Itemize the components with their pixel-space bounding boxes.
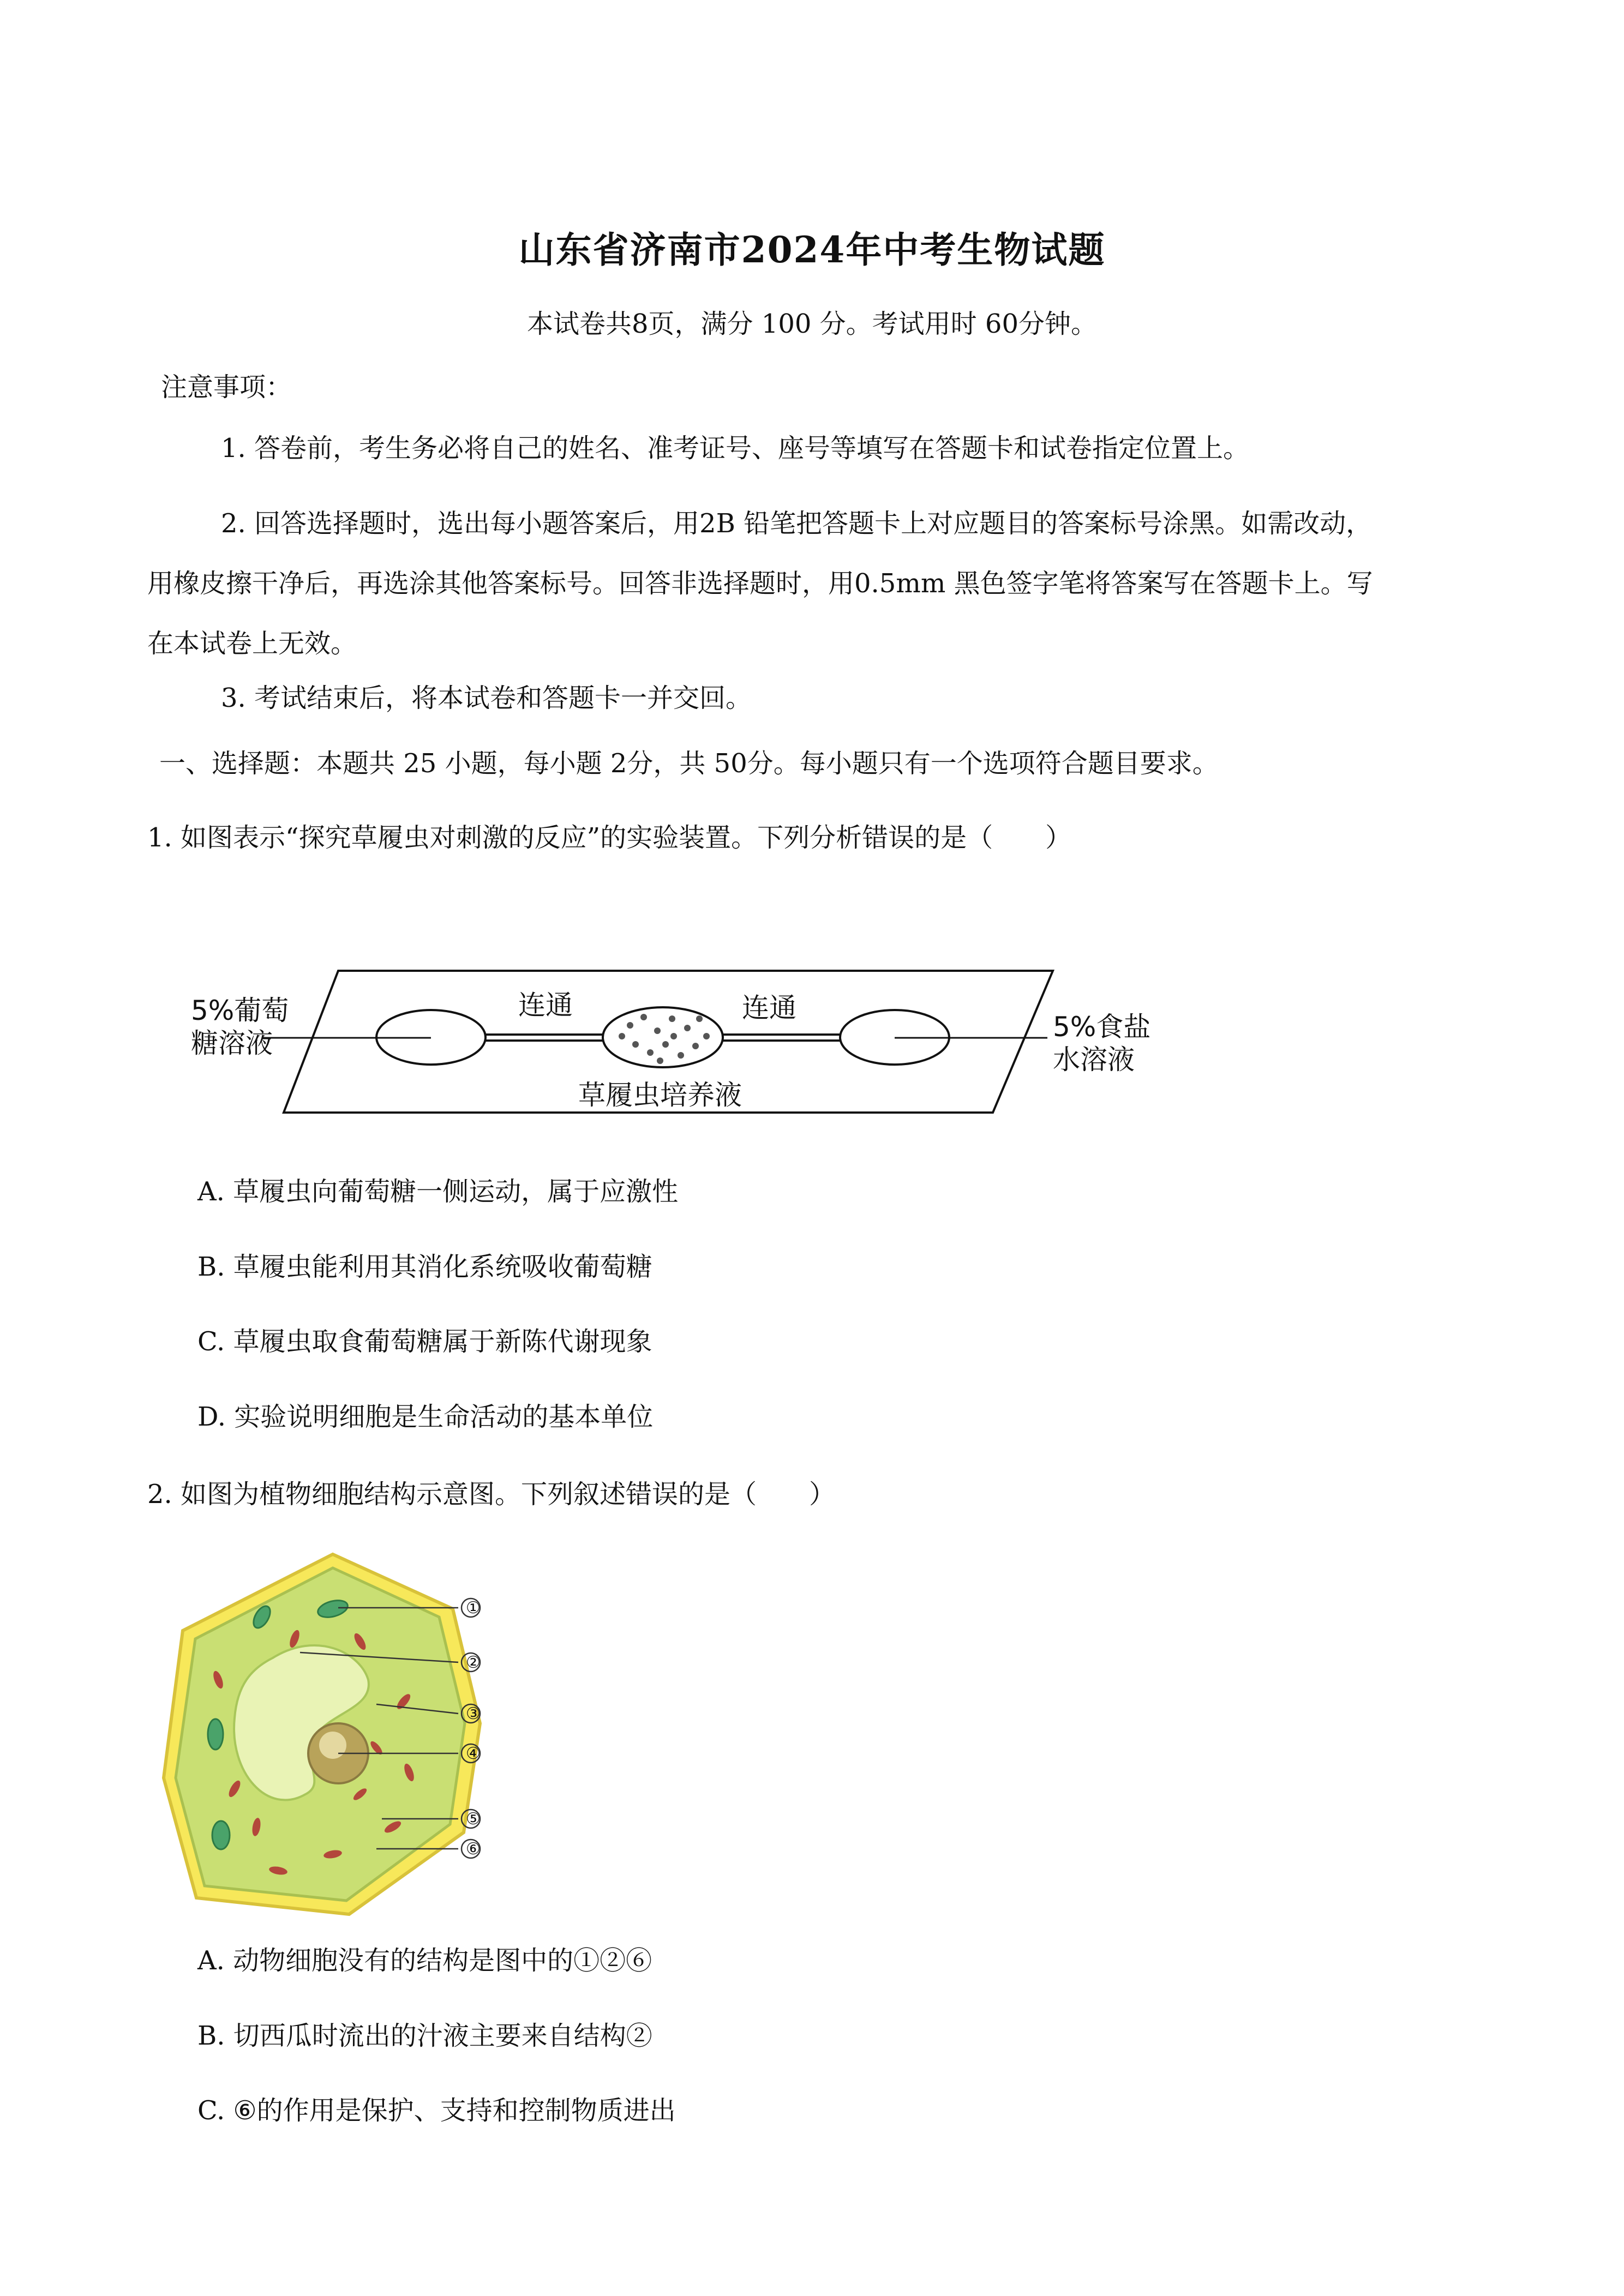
question-1-option-b: B. 草履虫能利用其消化系统吸收葡萄糖: [197, 1252, 652, 1282]
question-1-option-d: D. 实验说明细胞是生命活动的基本单位: [197, 1402, 654, 1432]
label-6: ⑥: [466, 1840, 481, 1859]
left-label-line-2: 糖溶液: [191, 1027, 273, 1059]
question-2-option-b: B. 切西瓜时流出的汁液主要来自结构②: [197, 2021, 652, 2051]
paramecium-experiment-figure: [175, 949, 1156, 1134]
question-1-option-a: A. 草履虫向葡萄糖一侧运动，属于应激性: [197, 1176, 679, 1207]
question-2-stem: 2. 如图为植物细胞结构示意图。下列叙述错误的是（ ）: [147, 1479, 836, 1510]
connect-label-right: 连通: [742, 992, 796, 1024]
label-4: ④: [466, 1744, 481, 1763]
note-2-line-2: 用橡皮擦干净后，再选涂其他答案标号。回答非选择题时，用0.5mm 黑色签字笔将答案写在答题卡上。写: [147, 568, 1373, 599]
page-title: 山东省济南市2024年中考生物试题: [518, 229, 1106, 271]
section-heading: 一、选择题：本题共 25 小题，每小题 2分，共 50分。每小题只有一个选项符合题目要求。: [159, 748, 1219, 779]
question-2-option-a: A. 动物细胞没有的结构是图中的①②⑥: [197, 1945, 652, 1976]
exam-info: 本试卷共8页，满分 100 分。考试用时 60分钟。: [526, 309, 1097, 339]
notes-heading: 注意事项：: [161, 372, 292, 402]
note-3: 3. 考试结束后，将本试卷和答题卡一并交回。: [221, 683, 752, 713]
label-2: ②: [466, 1653, 481, 1672]
bottom-label: 草履虫培养液: [578, 1079, 742, 1111]
note-1: 1. 答卷前，考生务必将自己的姓名、准考证号、座号等填写在答题卡和试卷指定位置上。: [221, 433, 1250, 464]
right-label-line-2: 水溶液: [1053, 1044, 1135, 1075]
connect-label-left: 连通: [518, 989, 573, 1021]
note-2-line-3: 在本试卷上无效。: [147, 628, 357, 659]
label-1: ①: [466, 1598, 481, 1618]
question-1-option-c: C. 草履虫取食葡萄糖属于新陈代谢现象: [197, 1326, 652, 1357]
note-2-line-1: 2. 回答选择题时，选出每小题答案后，用2B 铅笔把答题卡上对应题目的答案标号涂黑。如需改动，: [221, 508, 1373, 539]
right-label-line-1: 5%食盐: [1053, 1011, 1151, 1043]
plant-cell-figure: [153, 1543, 513, 1925]
question-2-option-c: C. ⑥的作用是保护、支持和控制物质进出: [197, 2095, 676, 2126]
label-5: ⑤: [466, 1810, 481, 1829]
label-3: ③: [466, 1704, 481, 1723]
left-label-line-1: 5%葡萄: [191, 995, 289, 1026]
question-1-stem: 1. 如图表示“探究草履虫对刺激的反应”的实验装置。下列分析错误的是（ ）: [147, 822, 1072, 853]
